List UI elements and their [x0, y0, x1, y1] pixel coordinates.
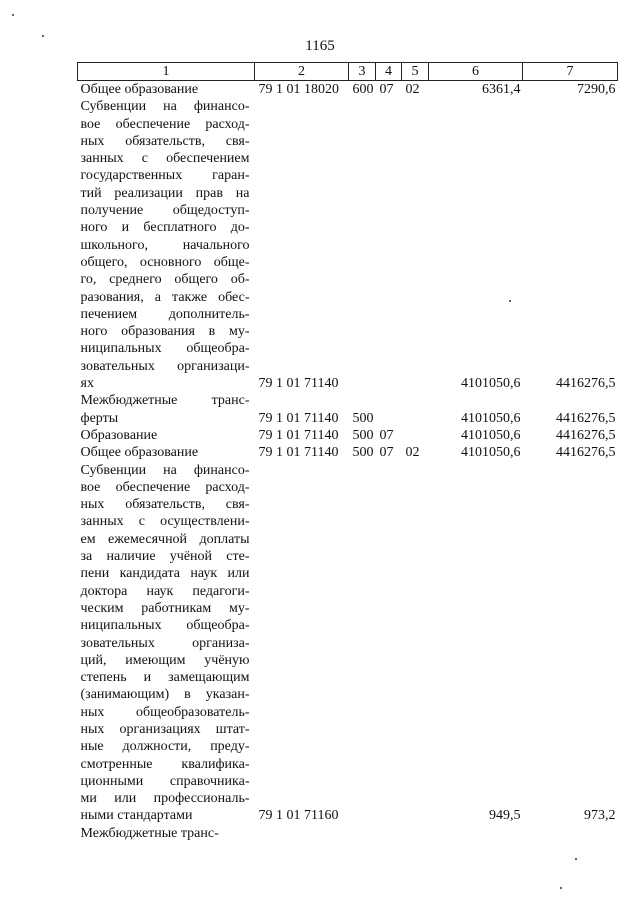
header-col-4: 4 — [376, 63, 402, 81]
item-name-line: занных с осуществлени- — [80, 514, 250, 530]
item-name — [78, 98, 255, 392]
subsection-code — [402, 98, 429, 392]
item-name-line: печением дополнитель- — [80, 306, 250, 322]
item-name-line: школьного, начального — [80, 237, 250, 253]
amount-col-7: 4416276,5 — [556, 427, 616, 443]
table-row — [78, 462, 618, 825]
expense-type-code — [349, 825, 376, 842]
item-name — [78, 825, 255, 842]
item-name-line: ми или профессиональ- — [80, 791, 250, 807]
item-name — [78, 427, 255, 444]
amount-col-6: 6361,4 — [482, 82, 521, 97]
header-col-5: 5 — [402, 63, 429, 81]
item-name-line: Межбюджетные транс- — [80, 393, 250, 409]
item-name-line: ниципальных общеобра- — [80, 341, 250, 357]
subsection-code — [402, 825, 429, 842]
scan-speck — [575, 858, 577, 860]
table-row — [78, 444, 618, 461]
item-name-line: зовательных организаци- — [80, 358, 250, 374]
scan-speck — [509, 300, 511, 302]
section-code: 07 — [379, 445, 394, 461]
target-code: 79 1 01 71140 — [258, 427, 339, 443]
budget-table — [77, 62, 618, 842]
item-name-line: Общее образование — [80, 82, 199, 97]
amount-col-6 — [429, 825, 523, 842]
item-name — [78, 462, 255, 825]
section-code — [376, 392, 402, 427]
section-code — [376, 825, 402, 842]
item-name-line: ферты — [80, 410, 119, 426]
target-code: 79 1 01 71140 — [258, 376, 339, 392]
target-code: 79 1 01 71140 — [258, 445, 339, 461]
item-name-line: вое обеспечение расход- — [80, 479, 250, 495]
item-name — [78, 444, 255, 461]
amount-col-7: 4416276,5 — [556, 445, 616, 461]
item-name-line: Субвенции на финансо- — [80, 462, 250, 478]
subsection-code — [402, 427, 429, 444]
item-name-line: разования, а также обес- — [80, 289, 250, 305]
header-col-6: 6 — [429, 63, 523, 81]
item-name-line: ные должности, преду- — [80, 739, 250, 755]
header-col-1: 1 — [78, 63, 255, 81]
section-code — [376, 98, 402, 392]
expense-type-code — [349, 462, 376, 825]
header-row — [78, 63, 618, 81]
page-number: 1165 — [305, 38, 335, 54]
amount-col-7 — [523, 825, 618, 842]
amount-col-6: 4101050,6 — [461, 376, 521, 392]
target-code: 79 1 01 71160 — [258, 808, 339, 824]
subsection-code: 02 — [405, 445, 420, 461]
amount-col-6: 4101050,6 — [461, 445, 521, 461]
table-body — [78, 81, 618, 843]
expense-type-code: 600 — [352, 82, 374, 97]
amount-col-7: 973,2 — [584, 808, 616, 824]
item-name-line: ных обязательств, свя- — [80, 133, 250, 149]
item-name-line: занных с обеспечением — [80, 151, 250, 167]
table-header — [78, 63, 618, 81]
section-code: 07 — [379, 427, 394, 443]
item-name-line: ях — [80, 376, 94, 392]
item-name-line: пени кандидата наук или — [80, 566, 250, 582]
table-row — [78, 825, 618, 842]
expense-type-code: 500 — [352, 427, 374, 443]
subsection-code: 02 — [405, 82, 420, 97]
table-row — [78, 98, 618, 392]
table-row — [78, 392, 618, 427]
target-code — [255, 825, 349, 842]
item-name-line: ных организациях штат- — [80, 721, 250, 737]
item-name — [78, 81, 255, 99]
item-name-line: ными стандартами — [80, 808, 193, 824]
item-name-line: получение общедоступ- — [80, 203, 250, 219]
scan-speck — [42, 35, 44, 37]
target-code: 79 1 01 18020 — [258, 82, 339, 97]
scan-speck — [560, 887, 562, 889]
item-name-line: ных обязательств, свя- — [80, 497, 250, 513]
amount-col-7: 7290,6 — [577, 82, 616, 97]
subsection-code — [402, 462, 429, 825]
expense-type-code — [349, 98, 376, 392]
item-name-line: степень и замещающим — [80, 670, 250, 686]
item-name-line: ных общеобразователь- — [80, 704, 250, 720]
item-name-line: ческим работникам му- — [80, 600, 250, 616]
item-name-line: го, среднего общего об- — [80, 272, 250, 288]
item-name-line: доктора наук педагоги- — [80, 583, 250, 599]
expense-type-code: 500 — [352, 445, 374, 461]
item-name-line: (занимающим) в указан- — [80, 687, 250, 703]
section-code — [376, 462, 402, 825]
item-name-line: Межбюджетные транс- — [80, 825, 219, 841]
item-name-line: Общее образование — [80, 445, 199, 461]
amount-col-7: 4416276,5 — [556, 376, 616, 392]
item-name-line: ного и бесплатного до- — [80, 220, 250, 236]
item-name-line: зовательных организа- — [80, 635, 250, 651]
amount-col-7: 4416276,5 — [556, 410, 616, 426]
table-row — [78, 81, 618, 99]
table-row — [78, 427, 618, 444]
item-name-line: ниципальных общеобра- — [80, 618, 250, 634]
item-name-line: Образование — [80, 427, 158, 443]
item-name-line: ционными справочника- — [80, 773, 250, 789]
item-name-line: Субвенции на финансо- — [80, 99, 250, 115]
item-name-line: ного образования в му- — [80, 324, 250, 340]
amount-col-6: 949,5 — [489, 808, 521, 824]
item-name-line: ций, имеющим учёную — [80, 652, 250, 668]
target-code: 79 1 01 71140 — [258, 410, 339, 426]
item-name-line: смотренные квалифика- — [80, 756, 250, 772]
item-name-line: тий реализации прав на — [80, 185, 250, 201]
amount-col-6: 4101050,6 — [461, 410, 521, 426]
amount-col-6: 4101050,6 — [461, 427, 521, 443]
header-col-7: 7 — [523, 63, 618, 81]
scan-speck — [12, 14, 14, 16]
item-name-line: за наличие учёной сте- — [80, 549, 250, 565]
section-code: 07 — [379, 82, 394, 97]
subsection-code — [402, 392, 429, 427]
item-name-line: ем ежемесячной доплаты — [80, 531, 250, 547]
item-name-line: вое обеспечение расход- — [80, 116, 250, 132]
header-col-2: 2 — [255, 63, 349, 81]
header-col-3: 3 — [349, 63, 376, 81]
item-name — [78, 392, 255, 427]
item-name-line: общего, основного обще- — [80, 254, 250, 270]
item-name-line: государственных гаран- — [80, 168, 250, 184]
expense-type-code: 500 — [352, 410, 374, 426]
